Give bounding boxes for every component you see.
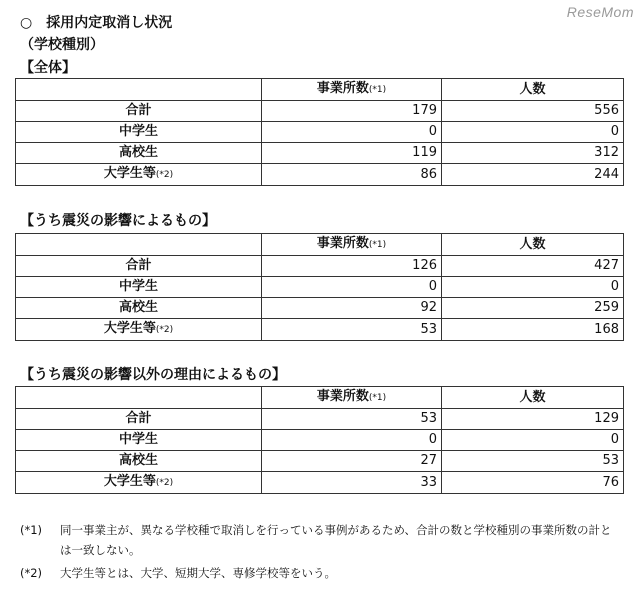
establishments-value: 27 [262, 451, 442, 472]
page-title: ○ 採用内定取消し状況 [20, 15, 173, 31]
row-label: 合計 [16, 409, 262, 430]
people-value: 312 [442, 143, 624, 164]
table-row [16, 430, 624, 451]
establishments-value: 33 [262, 472, 442, 494]
footnote-2-mark: (*2) [20, 566, 43, 580]
people-value: 0 [442, 430, 624, 451]
header-people: 人数 [442, 234, 624, 256]
people-value: 0 [442, 122, 624, 143]
section-heading-overall: 【全体】 [20, 60, 76, 76]
people-value: 259 [442, 298, 624, 319]
table-row [16, 101, 624, 122]
people-value: 129 [442, 409, 624, 430]
table-row [16, 164, 624, 186]
table-row [16, 409, 624, 430]
establishments-value: 0 [262, 277, 442, 298]
table-row [16, 319, 624, 341]
people-value: 53 [442, 451, 624, 472]
people-value: 0 [442, 277, 624, 298]
header-blank-cell [16, 234, 262, 256]
table-row [16, 143, 624, 164]
row-label: 合計 [16, 101, 262, 122]
header-blank-cell [16, 79, 262, 101]
table-header-row [16, 79, 624, 101]
table-row [16, 256, 624, 277]
establishments-value: 53 [262, 409, 442, 430]
people-value: 556 [442, 101, 624, 122]
table-row [16, 451, 624, 472]
establishments-value: 126 [262, 256, 442, 277]
section-heading-disaster: 【うち震災の影響によるもの】 [20, 213, 216, 229]
row-label: 合計 [16, 256, 262, 277]
row-label: 高校生 [16, 143, 262, 164]
row-label: 中学生 [16, 430, 262, 451]
establishments-value: 119 [262, 143, 442, 164]
row-label: 大学生等(*2) [16, 164, 262, 186]
row-label: 大学生等(*2) [16, 319, 262, 341]
table-disaster [15, 233, 624, 341]
row-label: 高校生 [16, 298, 262, 319]
page-subtitle: （学校種別） [20, 37, 104, 53]
row-label: 中学生 [16, 277, 262, 298]
establishments-value: 86 [262, 164, 442, 186]
table-header-row [16, 234, 624, 256]
header-blank-cell [16, 387, 262, 409]
footnote-1-text-cont: は一致しない。 [60, 543, 141, 557]
people-value: 244 [442, 164, 624, 186]
table-overall [15, 78, 624, 186]
table-row [16, 298, 624, 319]
establishments-value: 179 [262, 101, 442, 122]
people-value: 168 [442, 319, 624, 341]
header-establishments: 事業所数(*1) [262, 234, 442, 256]
table-header-row [16, 387, 624, 409]
establishments-value: 92 [262, 298, 442, 319]
header-people: 人数 [442, 387, 624, 409]
table-row [16, 277, 624, 298]
row-label: 高校生 [16, 451, 262, 472]
people-value: 427 [442, 256, 624, 277]
table-row [16, 122, 624, 143]
header-people: 人数 [442, 79, 624, 101]
table-other-reasons [15, 386, 624, 494]
establishments-value: 0 [262, 122, 442, 143]
establishments-value: 0 [262, 430, 442, 451]
footnote-1-text: 同一事業主が、異なる学校種で取消しを行っている事例があるため、合計の数と学校種別の事業所数の計と [60, 523, 612, 537]
row-label: 大学生等(*2) [16, 472, 262, 494]
resemom-watermark: ReseMom [566, 4, 634, 20]
footnote-1-mark: (*1) [20, 523, 43, 537]
row-label: 中学生 [16, 122, 262, 143]
header-establishments: 事業所数(*1) [262, 79, 442, 101]
section-heading-other-reasons: 【うち震災の影響以外の理由によるもの】 [20, 367, 286, 383]
people-value: 76 [442, 472, 624, 494]
footnote-2-text: 大学生等とは、大学、短期大学、専修学校等をいう。 [60, 566, 336, 580]
table-row [16, 472, 624, 494]
header-establishments: 事業所数(*1) [262, 387, 442, 409]
establishments-value: 53 [262, 319, 442, 341]
